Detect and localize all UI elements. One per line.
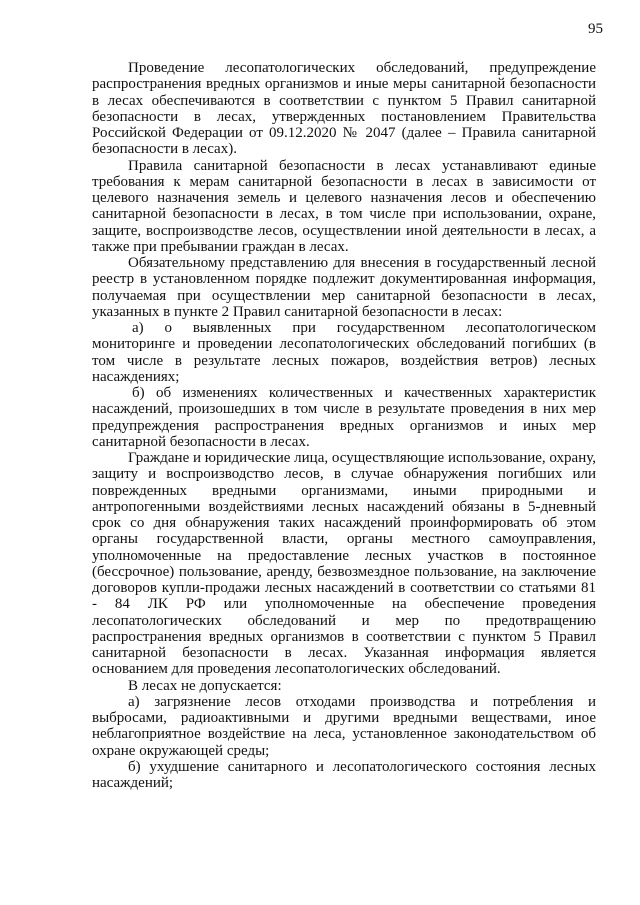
paragraph-citizens-obligations: Граждане и юридические лица, осуществляющие использование, охрану, защиту и воспроизводство лесов, в случае обнаружения погибших или поврежденных вредными организмами, иными природными и антропогенными воздействиями лесных насаждений обязаны в 5-дневный срок со дня обнаружения таких насаждений проинформировать об этом органы государственной власти, органы местного самоуправления, уполномоченные на предоставление лесных участков в постоянное (бессрочное) пользование, аренду, безвозмездное пользование, на заключение договоров купли-продажи лесных насаждений в соответствии со статьями 81 - 84 ЛК РФ или уполномоченные на обеспечение проведения лесопатологических обследований и мер по предотвращению распространения вредных организмов в соответствии с пунктом 5 Правил санитарной безопасности в лесах. Указанная информация является основанием для проведения лесопатологических обследований. xyxy=(92,450,596,678)
page-number: 95 xyxy=(588,21,603,37)
list-item-a-dead-stands: а) о выявленных при государственном лесопатологическом мониторинге и проведении лесопатологических обследований погибших (в том числе в результате лесных пожаров, воздействия ветров) лесных насаждениях; xyxy=(92,320,596,385)
list-item-b-deterioration: б) ухудшение санитарного и лесопатологического состояния лесных насаждений; xyxy=(92,758,596,791)
paragraph-prohibitions-heading: В лесах не допускается: xyxy=(128,677,282,694)
paragraph-forest-registry: Обязательному представлению для внесения в государственный лесной реестр в установленном порядке подлежит документированная информация, получаемая при осуществлении мер санитарной безопасности в лесах, указанных в пункте 2 Правил санитарной безопасности в лесах: xyxy=(92,255,596,320)
list-item-b-stand-changes: б) об изменениях количественных и качественных характеристик насаждений, произошедших в том числе в результате проведения в них мер предупреждения распространения вредных организмов и иных мер санитарной безопасности в лесах. xyxy=(92,385,596,450)
paragraph-sanitary-measures: Проведение лесопатологических обследований, предупреждение распространения вредных организмов и иные меры санитарной безопасности в лесах обеспечиваются в соответствии с пунктом 5 Правил санитарной безопасности в лесах, утвержденных постановлением Правительства Российской Федерации от 09.12.2020 № 2047 (далее – Правила санитарной безопасности в лесах). xyxy=(92,60,596,158)
paragraph-rules-requirements: Правила санитарной безопасности в лесах устанавливают единые требования к мерам санитарной безопасности в лесах в зависимости от целевого назначения земель и целевого назначения лесов и обеспечению санитарной безопасности в лесах, в том числе при использовании, охране, защите, воспроизводстве лесов, осуществлении иной деятельности в лесах, а также при пребывании граждан в лесах. xyxy=(92,157,596,255)
document-body xyxy=(92,60,596,791)
list-item-a-pollution: а) загрязнение лесов отходами производства и потребления и выбросами, радиоактивными и другими вредными веществами, иное неблагоприятное воздействие на леса, установленное законодательством об охране окружающей среды; xyxy=(92,693,596,759)
